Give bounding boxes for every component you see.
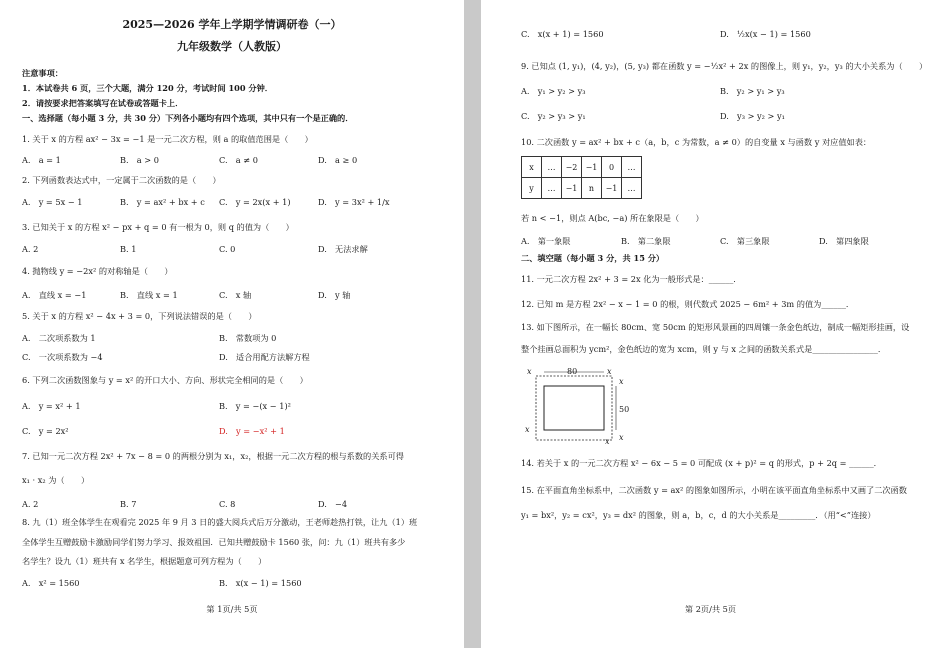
table-cell: −1 bbox=[562, 178, 582, 199]
q3-option-a: A. 2 bbox=[22, 244, 39, 254]
notice-2: 2．请按要求把答案填写在试卷或答题卡上． bbox=[22, 98, 184, 108]
q6-option-d: D. y = −x² + 1 bbox=[219, 426, 285, 436]
q5-option-a: A. 二次项系数为 1 bbox=[22, 333, 96, 343]
question-9: 9. 已知点 (1, y₁)，(4, y₂)，(5, y₃) 都在函数 y = −½x² + 2x 的图像上，则 y₁，y₂，y₃ 的大小关系为（ ） bbox=[521, 61, 928, 71]
q10-option-c: C. 第三象限 bbox=[720, 236, 770, 246]
question-7-cont: x₁ · x₂ 为（ ） bbox=[22, 475, 90, 485]
question-13: 13. 如下图所示，在一幅长 80cm、宽 50cm 的矩形风景画的四周镶一条金色纸边，制成一幅矩形挂画，设 bbox=[521, 322, 910, 332]
q4-option-b: B. 直线 x = 1 bbox=[120, 290, 178, 300]
q2-option-d: D. y = 3x² + 1/x bbox=[318, 197, 390, 207]
frame-diagram bbox=[519, 364, 631, 448]
q3-option-c: C. 0 bbox=[219, 244, 236, 254]
section-fill-heading: 二、填空题（每小题 3 分，共 15 分） bbox=[521, 253, 665, 263]
q2-option-a: A. y = 5x − 1 bbox=[22, 197, 83, 207]
q8-option-c: C. x(x + 1) = 1560 bbox=[521, 29, 604, 39]
q1-option-d: D. a ≥ 0 bbox=[318, 155, 358, 165]
x-label-top-left: x bbox=[527, 367, 532, 376]
question-6: 6. 下列二次函数图象与 y = x² 的开口大小、方向、形状完全相同的是（ ） bbox=[22, 375, 308, 385]
q10-option-d: D. 第四象限 bbox=[819, 236, 869, 246]
table-cell: … bbox=[622, 157, 642, 178]
table-cell: −1 bbox=[602, 178, 622, 199]
question-10: 10. 二次函数 y = ax² + bx + c（a，b，c 为常数，a ≠ 0）的自变量 x 与函数 y 对应值如表： bbox=[521, 137, 872, 147]
x-label-bottom-right: x bbox=[605, 437, 610, 446]
q5-option-b: B. 常数项为 0 bbox=[219, 333, 277, 343]
q8-option-b: B. x(x − 1) = 1560 bbox=[219, 578, 302, 588]
q6-option-a: A. y = x² + 1 bbox=[22, 401, 81, 411]
q8-option-a: A. x² = 1560 bbox=[22, 578, 80, 588]
table-cell: −2 bbox=[562, 157, 582, 178]
q5-option-d: D. 适合用配方法解方程 bbox=[219, 352, 310, 362]
question-11: 11. 一元二次方程 2x² + 3 = 2x 化为一般形式是：______． bbox=[521, 274, 742, 284]
q4-option-d: D. y 轴 bbox=[318, 290, 351, 300]
table-row bbox=[522, 178, 642, 199]
question-7: 7. 已知一元二次方程 2x² + 7x − 8 = 0 的两根分别为 x₁，x₂，根据一元二次方程的根与系数的关系可得 bbox=[22, 451, 404, 461]
table-cell: … bbox=[622, 178, 642, 199]
question-15: 15. 在平面直角坐标系中，二次函数 y = ax² 的图象如图所示，小明在该平面直角坐标系中又画了二次函数 bbox=[521, 485, 907, 495]
q10-option-a: A. 第一象限 bbox=[521, 236, 571, 246]
x-label-right-bottom: x bbox=[619, 433, 624, 442]
q10-value-table bbox=[521, 156, 642, 199]
q1-option-a: A. a = 1 bbox=[22, 155, 61, 165]
table-row bbox=[522, 157, 642, 178]
table-cell: n bbox=[582, 178, 602, 199]
question-4: 4. 抛物线 y = −2x² 的对称轴是（ ） bbox=[22, 266, 173, 276]
x-label-left-bottom: x bbox=[525, 425, 530, 434]
question-8-cont-1: 全体学生互赠鼓励卡激励同学们努力学习、报效祖国．已知共赠鼓励卡 1560 张，问：九（1）班共有多少 bbox=[22, 537, 406, 547]
width-label: 50 bbox=[619, 405, 630, 414]
table-cell: … bbox=[542, 178, 562, 199]
x-label-top-right: x bbox=[607, 367, 612, 376]
q1-option-b: B. a > 0 bbox=[120, 155, 159, 165]
question-3: 3. 已知关于 x 的方程 x² − px + q = 0 有一根为 0，则 q 的值为（ ） bbox=[22, 222, 294, 232]
exam-title: 2025—2026 学年上学期学情调研卷（一） bbox=[122, 18, 342, 31]
section-choice-heading: 一、选择题（每小题 3 分，共 30 分）下列各小题均有四个选项，其中只有一个是正确的． bbox=[22, 113, 354, 123]
table-cell: −1 bbox=[582, 157, 602, 178]
length-label: 80 bbox=[567, 367, 578, 376]
q7-option-c: C. 8 bbox=[219, 499, 236, 509]
question-14: 14. 若关于 x 的一元二次方程 x² − 6x − 5 = 0 可配成 (x + p)² = q 的形式，p + 2q = ______． bbox=[521, 458, 882, 468]
q8-option-d: D. ½x(x − 1) = 1560 bbox=[720, 29, 811, 39]
table-cell: … bbox=[542, 157, 562, 178]
q10-option-b: B. 第二象限 bbox=[621, 236, 671, 246]
table-cell: 0 bbox=[602, 157, 622, 178]
page-gutter bbox=[464, 0, 481, 648]
q6-option-b: B. y = −(x − 1)² bbox=[219, 401, 291, 411]
q4-option-a: A. 直线 x = −1 bbox=[22, 290, 87, 300]
q9-option-d: D. y₃ > y₂ > y₁ bbox=[720, 111, 785, 121]
question-1: 1. 关于 x 的方程 ax² − 3x = −1 是一元二次方程，则 a 的取值范围是（ ） bbox=[22, 134, 313, 144]
q4-option-c: C. x 轴 bbox=[219, 290, 252, 300]
page-2-footer: 第 2页/共 5页 bbox=[684, 604, 737, 614]
question-5: 5. 关于 x 的方程 x² − 4x + 3 = 0，下列说法错误的是（ ） bbox=[22, 311, 257, 321]
q9-option-a: A. y₁ > y₂ > y₃ bbox=[521, 86, 586, 96]
q2-option-b: B. y = ax² + bx + c bbox=[120, 197, 205, 207]
table-cell: x bbox=[522, 157, 542, 178]
notice-heading: 注意事项： bbox=[22, 68, 63, 78]
x-label-right-top: x bbox=[619, 377, 624, 386]
q7-option-d: D. −4 bbox=[318, 499, 348, 509]
notice-1: 1．本试卷共 6 页，三个大题，满分 120 分，考试时间 100 分钟． bbox=[22, 83, 273, 93]
question-12: 12. 已知 m 是方程 2x² − x − 1 = 0 的根，则代数式 2025 − 6m² + 3m 的值为______． bbox=[521, 299, 855, 309]
question-8-cont-2: 名学生？设九（1）班共有 x 名学生，根据题意可列方程为（ ） bbox=[22, 556, 267, 566]
page-1-footer: 第 1页/共 5页 bbox=[206, 604, 258, 614]
exam-subtitle: 九年级数学（人教版） bbox=[177, 40, 287, 53]
question-15-cont: y₁ = bx²，y₂ = cx²，y₃ = dx² 的图象，则 a，b，c，d 的大小关系是_________．（用“<”连接） bbox=[521, 510, 876, 520]
exam-page-1 bbox=[0, 0, 464, 648]
q7-option-a: A. 2 bbox=[22, 499, 39, 509]
q9-option-b: B. y₂ > y₁ > y₃ bbox=[720, 86, 785, 96]
q6-option-c: C. y = 2x² bbox=[22, 426, 69, 436]
q5-option-c: C. 一次项系数为 −4 bbox=[22, 352, 103, 362]
q9-option-c: C. y₂ > y₃ > y₁ bbox=[521, 111, 586, 121]
q7-option-b: B. 7 bbox=[120, 499, 137, 509]
q1-option-c: C. a ≠ 0 bbox=[219, 155, 258, 165]
question-10-cont: 若 n < −1，则点 A(bc, −a) 所在象限是（ ） bbox=[521, 213, 704, 223]
table-cell: y bbox=[522, 178, 542, 199]
question-2: 2. 下列函数表达式中，一定属于二次函数的是（ ） bbox=[22, 175, 221, 185]
q3-option-d: D. 无法求解 bbox=[318, 244, 368, 254]
q3-option-b: B. 1 bbox=[120, 244, 137, 254]
question-8: 8. 九（1）班全体学生在观看完 2025 年 9 月 3 日的盛大阅兵式后万分激动，王老师趁热打铁，让九（1）班 bbox=[22, 517, 418, 527]
q2-option-c: C. y = 2x(x + 1) bbox=[219, 197, 291, 207]
question-13-cont: 整个挂画总面积为 ycm²，金色纸边的宽为 xcm，则 y 与 x 之间的函数关系式是________________． bbox=[521, 344, 887, 354]
painting-rect bbox=[544, 386, 604, 430]
